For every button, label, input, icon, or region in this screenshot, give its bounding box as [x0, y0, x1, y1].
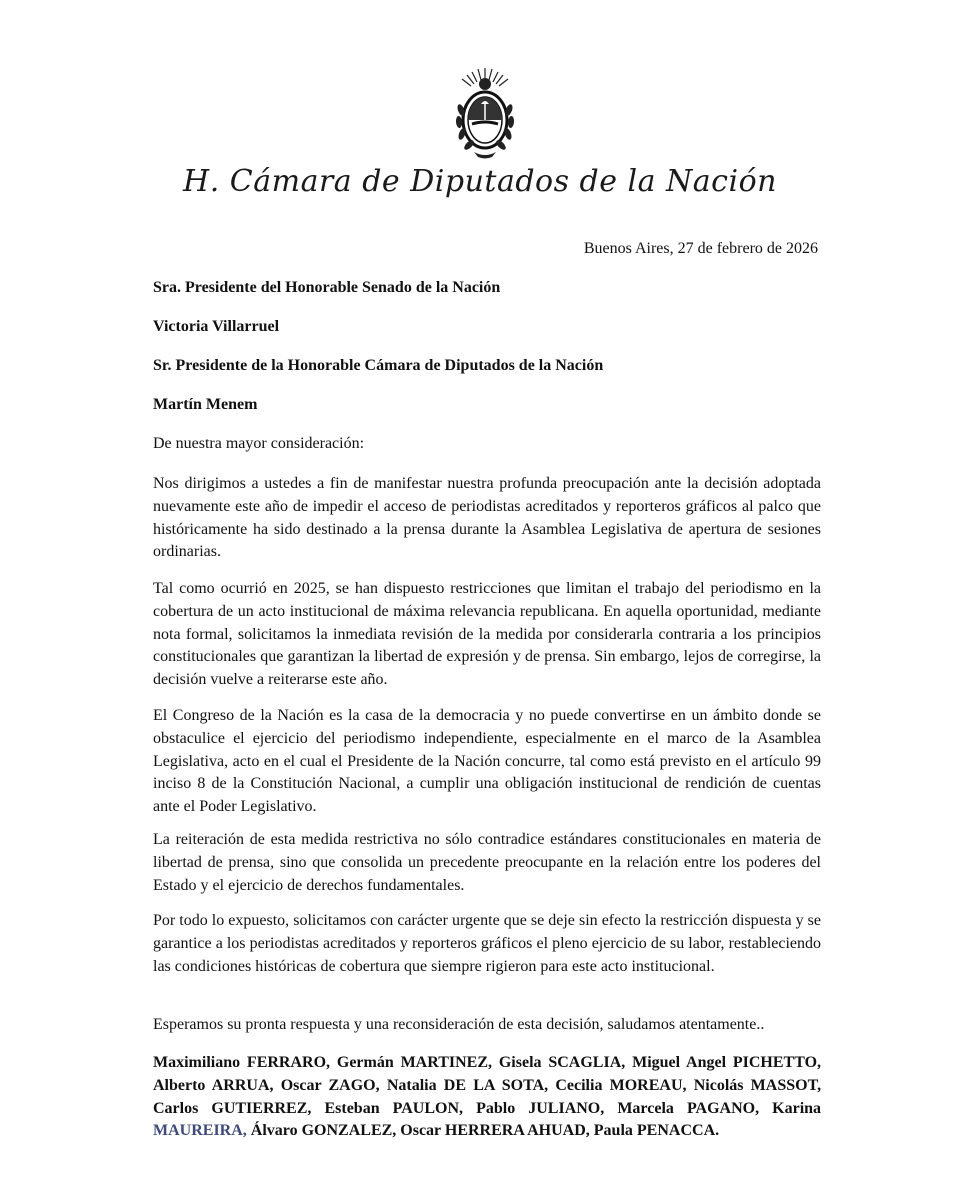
national-coat-of-arms-icon [452, 66, 518, 160]
addressee-senate-president-title: Sra. Presidente del Honorable Senado de la Nación [153, 279, 501, 296]
signatory-name: Carlos GUTIERREZ, [153, 1099, 312, 1117]
signatory-name: Pablo JULIANO, [476, 1099, 605, 1117]
signatory-name: Natalia DE LA SOTA, [386, 1076, 549, 1094]
addressee-chamber-president-name: Martín Menem [153, 396, 258, 413]
signatory-name: Álvaro GONZALEZ, [250, 1122, 397, 1140]
salutation: De nuestra mayor consideración: [153, 435, 365, 452]
signatory-name: Karina [772, 1099, 822, 1117]
addressee-chamber-president-title: Sr. Presidente de la Honorable Cámara de Diputados de la Nación [153, 357, 604, 374]
body-paragraph: El Congreso de la Nación es la casa de la democracia y no puede convertirse en un ámbito donde se obstaculice el ejercicio del periodismo independiente, especialmente en el marco de la Asamblea Legislativa, acto en el cual el Presidente de la Nación concurre, tal como está previsto en el artículo 99 inciso 8 de la Constitución Nacional, a cumplir una obligación institucional de rendición de cuentas ante el Poder Legislativo. [153, 707, 821, 816]
signatory-name: Nicolás MASSOT, [693, 1076, 822, 1094]
date-line: Buenos Aires, 27 de febrero de 2026 [583, 240, 818, 257]
signatory-name: Germán MARTINEZ, [336, 1054, 493, 1071]
signatory-name: Cecilia MOREAU, [555, 1076, 687, 1094]
signatories-list [153, 1052, 821, 1143]
body-paragraph: La reiteración de esta medida restrictiva no sólo contradice estándares constitucionales en materia de libertad de prensa, sino que consolida un precedente preocupante en la relación entre los poderes del Estado y el ejercicio de derechos fundamentales. [153, 831, 821, 894]
body-paragraph: Tal como ocurrió en 2025, se han dispuesto restricciones que limitan el trabajo del periodismo en la cobertura de un acto institucional de máxima relevancia republicana. En aquella oportunidad, mediante nota formal, solicitamos la inmediata revisión de la medida por considerarla contraria a los principios constitucionales que garantizan la libertad de expresión y de prensa. Sin embargo, lejos de corregirse, la decisión vuelve a reiterarse este año. [153, 580, 821, 689]
closing-line: Esperamos su pronta respuesta y una reconsideración de esta decisión, saludamos atentamente.. [153, 1016, 765, 1033]
body-paragraph: Nos dirigimos a ustedes a fin de manifestar nuestra profunda preocupación ante la decisión adoptada nuevamente este año de impedir el acceso de periodistas acreditados y reporteros gráficos al palco que históricamente ha sido destinado a la prensa durante la Asamblea Legislativa de apertura de sesiones ordinarias. [153, 475, 821, 561]
signatory-name: MAUREIRA, [153, 1122, 247, 1140]
institution-header: H. Cámara de Diputados de la Nación [183, 164, 777, 199]
addressee-senate-president-name: Victoria Villarruel [153, 318, 280, 335]
signatory-name: Miguel Angel PICHETTO, [632, 1054, 822, 1071]
signatory-name: Gisela SCAGLIA, [498, 1054, 626, 1071]
signatory-name: Alberto ARRUA, [153, 1076, 274, 1094]
body-paragraph: Por todo lo expuesto, solicitamos con carácter urgente que se deje sin efecto la restricción dispuesta y se garantice a los periodistas acreditados y reporteros gráficos el pleno ejercicio de su labor, restableciendo las condiciones históricas de cobertura que siempre rigieron para este acto institucional. [153, 912, 821, 975]
signatory-name: Marcela PAGANO, [617, 1099, 760, 1117]
signatory-name: Paula PENACCA. [593, 1122, 720, 1140]
signatory-name: Oscar HERRERA AHUAD, [400, 1122, 590, 1140]
signatory-name: Maximiliano FERRARO, [153, 1054, 331, 1071]
signatory-name: Esteban PAULON, [324, 1099, 464, 1117]
signatory-name: Oscar ZAGO, [280, 1076, 380, 1094]
